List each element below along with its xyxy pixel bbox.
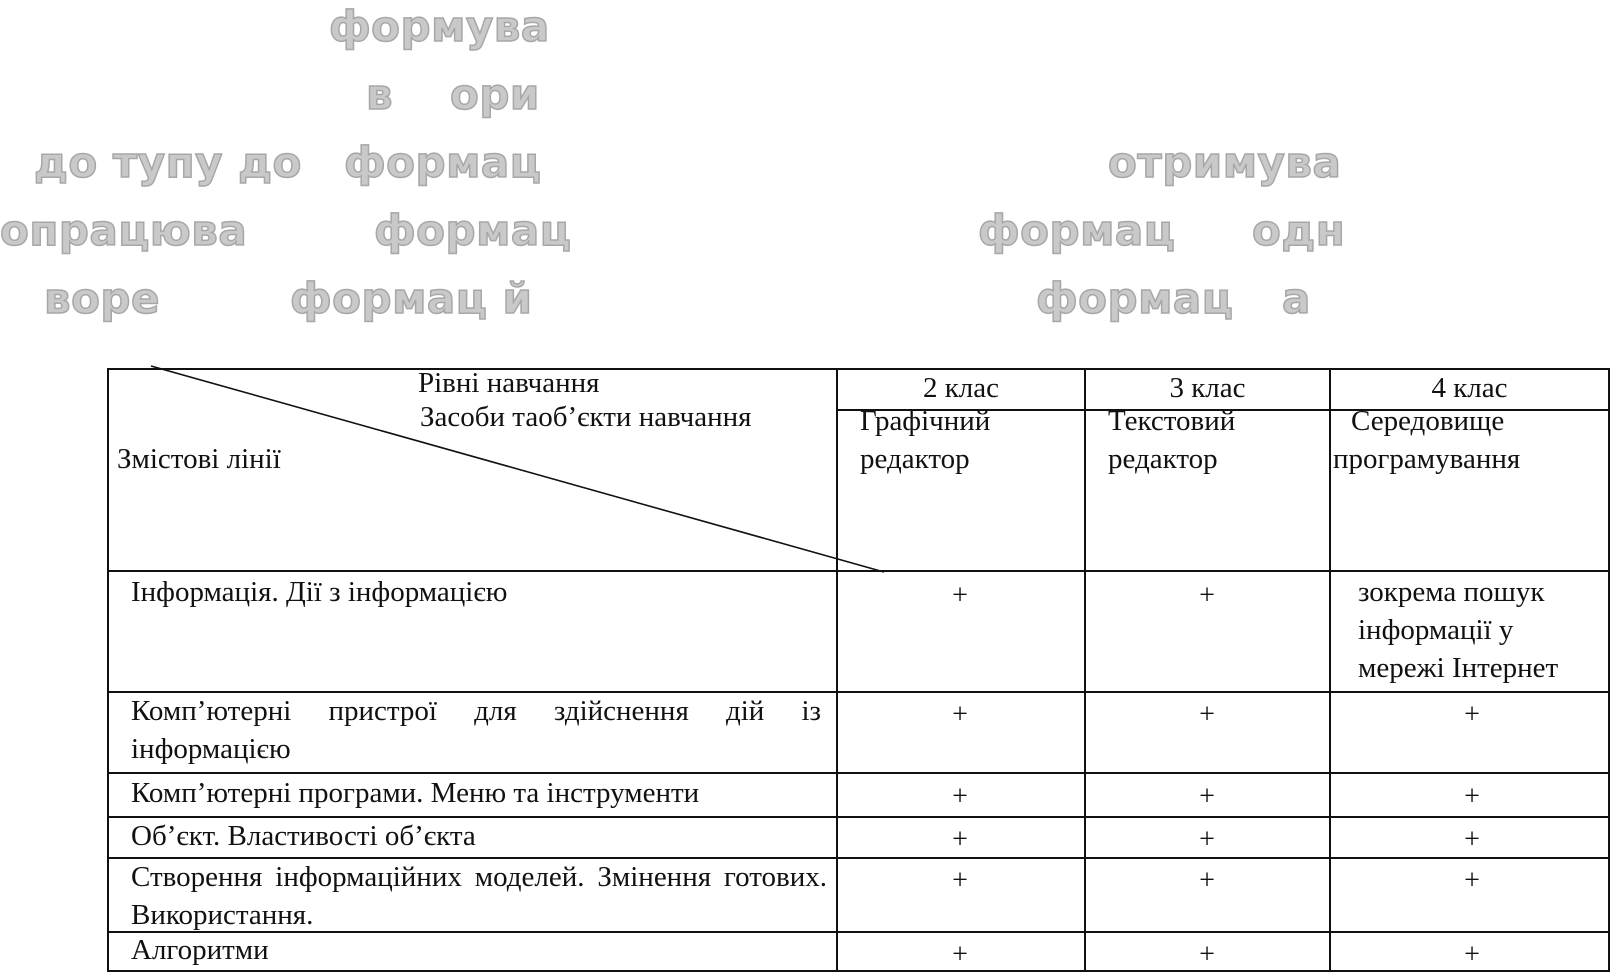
heading-fragment: формац [978, 206, 1176, 255]
tool-programming-env: Середовище [1351, 405, 1505, 437]
plus-mark: + [1199, 781, 1215, 812]
row-note: інформації у [1358, 614, 1514, 646]
tool-graphic-editor: Графічний [860, 405, 991, 437]
plus-mark: + [952, 824, 968, 855]
plus-mark: + [952, 865, 968, 896]
heading-fragment: отримува [1108, 138, 1342, 187]
plus-mark: + [1199, 865, 1215, 896]
grade-2-header: 2 клас [922, 372, 1000, 404]
grade-4-header: 4 клас [1431, 372, 1508, 404]
plus-mark: + [1464, 781, 1480, 812]
row-label: Комп’ютерні пристрої для здійснення дій із інформацією [131, 695, 821, 765]
heading-fragment: формува [329, 2, 550, 51]
plus-mark: + [1464, 865, 1480, 896]
plus-mark: + [1464, 824, 1480, 855]
heading-fragment: опрацюва [0, 206, 248, 255]
tools-label: Засоби таоб’єкти навчання [420, 401, 752, 433]
heading-fragment: в [366, 70, 394, 119]
heading-fragment: одн [1252, 206, 1346, 255]
tool-graphic-editor: редактор [860, 443, 970, 475]
heading-fragment: формац й [290, 274, 533, 323]
content-lines-label: Змістові лінії [117, 443, 281, 475]
heading-fragment: воре [44, 274, 160, 323]
heading-fragment: формац [344, 138, 542, 187]
tool-text-editor: редактор [1108, 443, 1218, 475]
plus-mark: + [952, 699, 968, 730]
row-label: Об’єкт. Властивості об’єкта [131, 820, 476, 852]
plus-mark: + [1464, 939, 1480, 970]
row-label: Комп’ютерні програми. Меню та інструменти [131, 777, 700, 809]
plus-mark: + [952, 781, 968, 812]
heading-fragment: до тупу до [34, 138, 302, 187]
row-note: мережі Інтернет [1358, 652, 1559, 684]
plus-mark: + [1199, 580, 1215, 611]
heading-fragment: а [1282, 274, 1311, 323]
heading-fragment: формац [1036, 274, 1234, 323]
tool-programming-env: програмування [1333, 443, 1521, 475]
plus-mark: + [1199, 699, 1215, 730]
row-label: Алгоритми [131, 934, 269, 966]
plus-mark: + [952, 939, 968, 970]
plus-mark: + [1199, 824, 1215, 855]
plus-mark: + [1199, 939, 1215, 970]
levels-label: Рівні навчання [418, 367, 600, 399]
row-note: зокрема пошук [1358, 576, 1545, 608]
heading-fragment: формац [374, 206, 572, 255]
row-label: Інформація. Дії з інформацією [131, 576, 508, 608]
heading-fragment: ори [450, 70, 540, 119]
plus-mark: + [1464, 699, 1480, 730]
plus-mark: + [952, 580, 968, 611]
grade-3-header: 3 клас [1169, 372, 1246, 404]
tool-text-editor: Текстовий [1108, 405, 1236, 437]
curriculum-table [107, 368, 1610, 972]
row-label: Створення інформаційних моделей. Змінення готових. Використання. [131, 861, 827, 931]
